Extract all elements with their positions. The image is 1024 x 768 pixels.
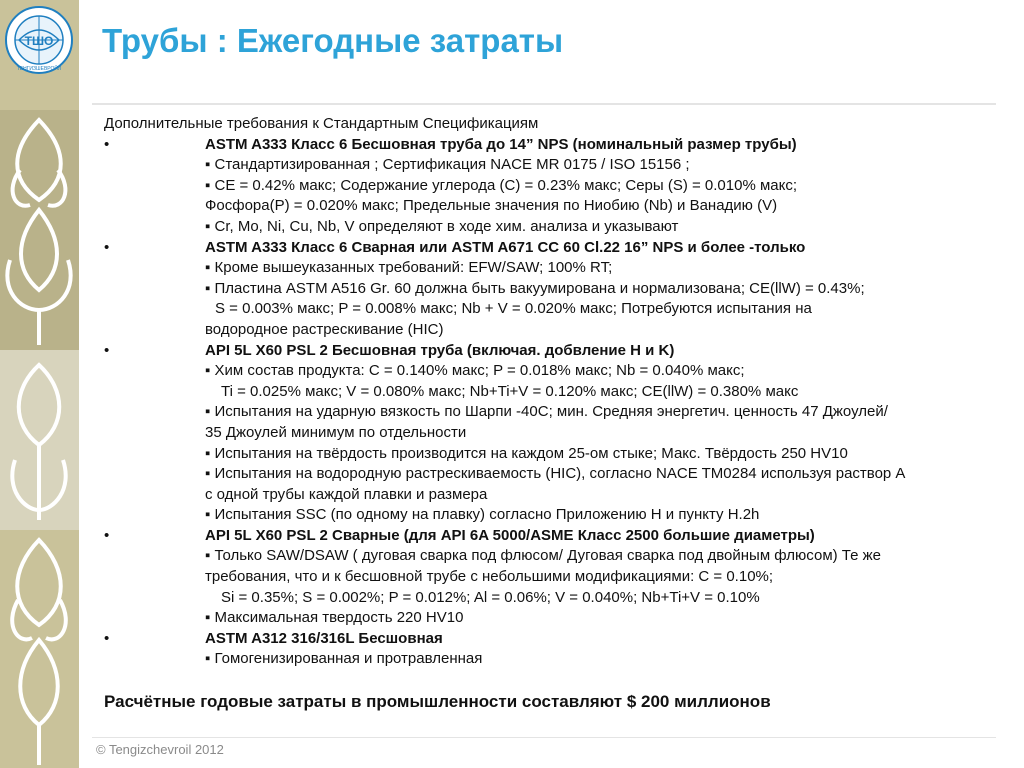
requirement-text: ▪ CE = 0.42% макс; Содержание углерода (C) = 0.23% макс; Серы (S) = 0.010% макс; bbox=[205, 176, 798, 194]
list-item bbox=[104, 155, 1004, 176]
requirement-text: ▪ Кроме вышеуказанных требований: EFW/SAW; 100% RT; bbox=[205, 259, 613, 277]
requirements-list bbox=[104, 114, 1004, 670]
section-heading: ASTM A333 Класс 6 Бесшовная труба до 14” NPS (номинальный размер трубы) bbox=[205, 135, 797, 153]
requirement-text: 35 Джоулей минимум по отдельности bbox=[205, 423, 467, 441]
list-item bbox=[104, 423, 1004, 444]
bullet-icon: • bbox=[104, 526, 110, 544]
section-heading: ASTM A312 316/316L Бесшовная bbox=[205, 629, 443, 647]
list-item bbox=[104, 196, 1004, 217]
list-item bbox=[104, 382, 1004, 403]
summary-statement: Расчётные годовые затраты в промышленности составляют $ 200 миллионов bbox=[104, 692, 771, 711]
list-item bbox=[104, 258, 1004, 279]
requirement-text: ▪ Испытания на ударную вязкость по Шарпи -40C; мин. Средняя энергетич. ценность 47 Джоулей/ bbox=[205, 403, 888, 421]
section-heading-line bbox=[104, 135, 1004, 156]
bottom-divider bbox=[92, 737, 996, 738]
list-item bbox=[104, 464, 1004, 485]
section-heading-line bbox=[104, 238, 1004, 259]
list-item bbox=[104, 588, 1004, 609]
list-item bbox=[104, 402, 1004, 423]
list-item bbox=[104, 361, 1004, 382]
section-heading-line bbox=[104, 526, 1004, 547]
list-item bbox=[104, 176, 1004, 197]
bullet-icon: • bbox=[104, 629, 110, 647]
company-logo-icon bbox=[5, 6, 73, 74]
list-item bbox=[104, 505, 1004, 526]
decorative-sidebar bbox=[0, 0, 79, 768]
requirement-text: Si = 0.35%; S = 0.002%; P = 0.012%; Al = 0.06%; V = 0.040%; Nb+Ti+V = 0.10% bbox=[221, 588, 760, 606]
section-heading: API 5L X60 PSL 2 Сварные (для API 6A 5000/ASME Класс 2500 большие диаметры) bbox=[205, 526, 815, 544]
list-item bbox=[104, 649, 1004, 670]
ornament-pattern-icon bbox=[0, 110, 79, 350]
bullet-icon: • bbox=[104, 135, 110, 153]
list-item bbox=[104, 567, 1004, 588]
list-item bbox=[104, 485, 1004, 506]
list-item bbox=[104, 320, 1004, 341]
logo-lettering: ТЕНГИЗШЕВРОЙЛ bbox=[16, 66, 62, 72]
requirement-text: S = 0.003% макс; P = 0.008% макс; Nb + V = 0.020% макс; Потребуются испытания на bbox=[215, 300, 812, 318]
requirement-text: ▪ Стандартизированная ; Сертификация NACE MR 0175 / ISO 15156 ; bbox=[205, 156, 690, 174]
intro-text: Дополнительные требования к Стандартным Спецификациям bbox=[104, 115, 539, 132]
bullet-icon: • bbox=[104, 341, 110, 359]
list-item bbox=[104, 444, 1004, 465]
list-item bbox=[104, 608, 1004, 629]
requirement-text: Фосфора(P) = 0.020% макс; Предельные значения по Ниобию (Nb) и Ванадию (V) bbox=[205, 197, 778, 215]
requirement-text: ▪ Максимальная твердость 220 HV10 bbox=[205, 609, 464, 627]
list-item bbox=[104, 299, 1004, 320]
svg-text:ТШО: ТШО bbox=[24, 34, 54, 48]
requirement-text: ▪ Испытания SSC (по одному на плавку) согласно Приложению H и пункту H.2h bbox=[205, 506, 760, 524]
list-item bbox=[104, 546, 1004, 567]
section-heading-line bbox=[104, 341, 1004, 362]
requirement-text: ▪ Хим состав продукта: C = 0.140% макс; P = 0.018% макс; Nb = 0.040% макс; bbox=[205, 362, 745, 380]
requirement-text: ▪ Гомогенизированная и протравленная bbox=[205, 650, 483, 668]
section-heading-line bbox=[104, 629, 1004, 650]
section-heading: ASTM A333 Класс 6 Сварная или ASTM A671 CC 60 Cl.22 16” NPS и более -только bbox=[205, 238, 806, 256]
top-divider bbox=[92, 103, 996, 105]
bullet-icon: • bbox=[104, 238, 110, 256]
requirement-text: Ti = 0.025% макс; V = 0.080% макс; Nb+Ti+V = 0.120% макс; CE(llW) = 0.380% макс bbox=[221, 382, 799, 400]
ornament-pattern-icon bbox=[0, 350, 79, 530]
list-item bbox=[104, 217, 1004, 238]
requirement-text: с одной трубы каждой плавки и размера bbox=[205, 485, 488, 503]
requirement-text: требования, что и к бесшовной трубе с небольшими модификациями: C = 0.10%; bbox=[205, 568, 774, 586]
requirement-text: ▪ Cr, Mo, Ni, Cu, Nb, V определяют в ходе хим. анализа и указывают bbox=[205, 217, 679, 235]
requirement-text: ▪ Только SAW/DSAW ( дуговая сварка под флюсом/ Дуговая сварка под двойным флюсом) Те же bbox=[205, 547, 882, 565]
requirement-text: ▪ Испытания на водородную растрескиваемость (HIC), согласно NACE TM0284 используя раствор А bbox=[205, 465, 906, 483]
copyright-footer: © Tengizchevroil 2012 bbox=[96, 742, 224, 757]
intro-line bbox=[104, 114, 1004, 135]
list-item bbox=[104, 279, 1004, 300]
requirement-text: водородное растрескивание (HIC) bbox=[205, 320, 444, 338]
ornament-pattern-icon bbox=[0, 530, 79, 768]
requirement-text: ▪ Пластина ASTM A516 Gr. 60 должна быть вакуумирована и нормализована; CE(llW) = 0.43%; bbox=[205, 279, 865, 297]
slide-title: Трубы : Ежегодные затраты bbox=[102, 22, 564, 59]
requirement-text: ▪ Испытания на твёрдость производится на каждом 25-ом стыке; Макс. Твёрдость 250 HV10 bbox=[205, 444, 848, 462]
section-heading: API 5L X60 PSL 2 Бесшовная труба (включая. добвление H и K) bbox=[205, 341, 675, 359]
